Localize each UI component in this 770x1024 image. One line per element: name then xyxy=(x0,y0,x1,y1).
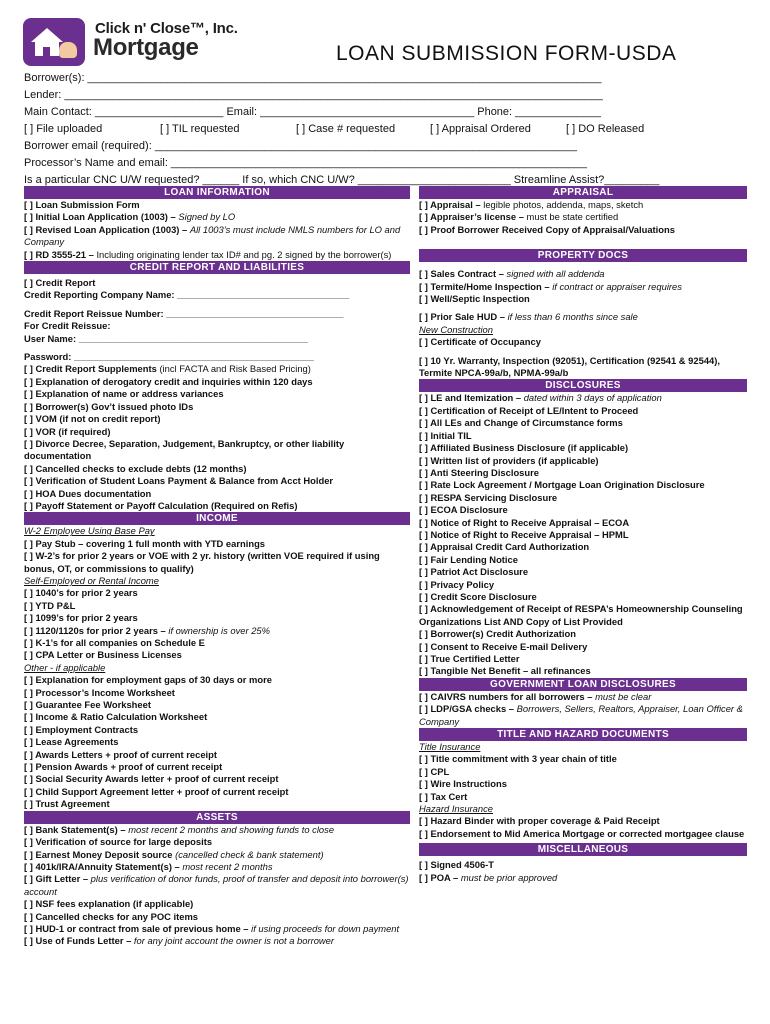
checklist-item[interactable]: [ ] 401k/IRA/Annuity Statement(s) – most recent 2 months xyxy=(24,860,273,872)
checklist-item[interactable]: [ ] Explanation of name or address variances xyxy=(24,388,224,400)
checklist-item[interactable]: [ ] Cancelled checks for any POC items xyxy=(24,910,199,922)
checklist-item[interactable]: [ ] Explanation of derogatory credit and inquiries within 120 days xyxy=(24,375,313,387)
checklist-item[interactable]: [ ] True Certified Letter xyxy=(419,653,520,664)
checklist-item[interactable]: [ ] Appraisal Credit Card Authorization xyxy=(419,541,590,553)
checklist-item[interactable]: [ ] Tax Cert xyxy=(419,790,468,802)
property-docs-heading: PROPERTY DOCS xyxy=(419,249,747,262)
pointing-hand-icon xyxy=(59,42,77,58)
checklist-item[interactable]: [ ] Cancelled checks to exclude debts (12 months) xyxy=(24,462,247,474)
checklist-item[interactable]: [ ] Consent to Receive E-mail Delivery xyxy=(419,640,588,652)
checklist-item[interactable]: [ ] Credit Report Supplements (incl FACTA and Risk Based Pricing) xyxy=(24,363,311,375)
checklist-item[interactable]: [ ] 1040’s for prior 2 years xyxy=(24,587,138,599)
checklist-item[interactable]: [ ] All LEs and Change of Circumstance forms xyxy=(419,417,623,429)
top-fields xyxy=(24,70,744,189)
checklist-item[interactable]: [ ] LE and Itemization – dated within 3 days of application xyxy=(419,392,662,404)
checklist-item[interactable]: [ ] Wire Instructions xyxy=(419,778,507,790)
checklist-item[interactable]: [ ] Prior Sale HUD – if less than 6 months since sale xyxy=(419,311,638,323)
checklist-item[interactable]: [ ] Employment Contracts xyxy=(24,723,139,735)
checklist-item[interactable]: [ ] Lease Agreements xyxy=(24,736,119,748)
checklist-item[interactable]: [ ] Child Support Agreement letter + proof of current receipt xyxy=(24,785,289,797)
checklist-item[interactable]: [ ] POA – must be prior approved xyxy=(419,871,558,883)
checklist-item[interactable]: [ ] VOM (if not on credit report) xyxy=(24,413,161,425)
checklist-item[interactable]: [ ] Verification of source for large deposits xyxy=(24,836,213,848)
checklist-item[interactable]: [ ] Fair Lending Notice xyxy=(419,553,518,565)
checklist-item[interactable]: [ ] ECOA Disclosure xyxy=(419,504,508,516)
user-name-field[interactable]: User Name: ____________________________________________ xyxy=(24,332,309,344)
subheading-w2: W-2 Employee Using Base Pay xyxy=(24,525,155,537)
checklist-item[interactable]: [ ] Pay Stub – covering 1 full month with YTD earnings xyxy=(24,537,266,549)
checklist-item[interactable]: [ ] CAIVRS numbers for all borrowers – must be clear xyxy=(419,690,652,702)
status-checkboxes xyxy=(24,121,744,138)
checklist-item[interactable]: [ ] NSF fees explanation (if applicable) xyxy=(24,898,194,910)
checklist-item[interactable]: [ ] Gift Letter – plus verification of donor funds, proof of transfer and deposit into borrower(s) account xyxy=(24,873,409,897)
password-field[interactable]: Password: ______________________________________________ xyxy=(24,351,314,363)
checklist-item[interactable]: [ ] Loan Submission Form xyxy=(24,199,140,210)
checklist-item[interactable]: [ ] K-1’s for all companies on Schedule E xyxy=(24,637,205,648)
checklist-item[interactable]: [ ] Sales Contract – signed with all addenda xyxy=(419,268,605,280)
til-requested-checkbox[interactable]: [ ] TIL requested xyxy=(160,123,240,135)
checklist-item[interactable]: [ ] Payoff Statement or Payoff Calculation (Required on Refis) xyxy=(24,499,298,511)
subheading-self-employed: Self-Employed or Rental Income xyxy=(24,574,159,586)
checklist-item[interactable]: [ ] Social Security Awards letter + proof of current receipt xyxy=(24,773,279,785)
checklist-item[interactable]: [ ] HOA Dues documentation xyxy=(24,487,152,499)
checklist-item[interactable]: [ ] Signed 4506-T xyxy=(419,859,495,871)
logo-mortgage-word: Mortgage xyxy=(93,34,199,61)
disclosures-heading: DISCLOSURES xyxy=(419,379,747,392)
credit-company-field[interactable]: Credit Reporting Company Name: _________________________________ xyxy=(24,289,350,301)
checklist-item[interactable]: [ ] Borrower(s) Credit Authorization xyxy=(419,628,576,640)
checklist-item[interactable]: [ ] Awards Letters + proof of current receipt xyxy=(24,748,218,760)
subheading-new-construction: New Construction xyxy=(419,323,493,335)
main-contact-field[interactable]: Main Contact: _____________________ Email: ___________________________________ Phone: ______________ xyxy=(24,106,601,118)
logo-company-name: Click n' Close™, Inc. xyxy=(95,20,238,37)
checklist-item[interactable]: [ ] Borrower(s) Gov’t issued photo IDs xyxy=(24,400,194,412)
checklist-item[interactable]: [ ] Hazard Binder with proper coverage & Paid Receipt xyxy=(419,815,660,827)
credit-report-heading: CREDIT REPORT AND LIABILITIES xyxy=(24,261,410,274)
checklist-item[interactable]: [ ] Guarantee Fee Worksheet xyxy=(24,699,151,711)
miscellaneous-heading: MISCELLANEOUS xyxy=(419,843,747,856)
checklist-item[interactable]: [ ] Credit Score Disclosure xyxy=(419,590,537,602)
case-number-requested-checkbox[interactable]: [ ] Case # requested xyxy=(296,123,396,135)
checklist-item[interactable]: [ ] Proof Borrower Received Copy of Appraisal/Valuations xyxy=(419,223,675,235)
checklist-item[interactable]: [ ] Tangible Net Benefit – all refinances xyxy=(419,665,591,677)
checklist-item[interactable]: [ ] Initial Loan Application (1003) – Signed by LO xyxy=(24,211,236,223)
checklist-item[interactable]: [ ] Written list of providers (if applicable) xyxy=(419,454,599,466)
checklist-item[interactable]: [ ] Explanation for employment gaps of 30 days or more xyxy=(24,674,272,686)
checklist-item[interactable]: [ ] Well/Septic Inspection xyxy=(419,293,530,305)
subheading-title-insurance: Title Insurance xyxy=(419,741,481,753)
checklist-item[interactable]: [ ] Appraisal – legible photos, addenda, maps, sketch xyxy=(419,199,644,210)
checklist-item[interactable]: [ ] Pension Awards + proof of current receipt xyxy=(24,761,223,773)
checklist-item[interactable]: [ ] Verification of Student Loans Payment & Balance from Acct Holder xyxy=(24,475,334,487)
checklist-item[interactable]: [ ] W-2’s for prior 2 years or VOE with 2 yr. history (written VOE required if using bonus, OT, or commissions to qualify) xyxy=(24,550,380,574)
checklist-item[interactable]: [ ] RD 3555-21 – Including originating lender tax ID# and pg. 2 signed by the borrower(s) xyxy=(24,248,392,260)
loan-information-heading: LOAN INFORMATION xyxy=(24,186,410,199)
checklist-item[interactable]: [ ] Termite/Home Inspection – if contract or appraiser requires xyxy=(419,280,682,292)
checklist-item[interactable]: [ ] Credit Report xyxy=(24,277,96,289)
checklist-item[interactable]: [ ] HUD-1 or contract from sale of previous home – if using proceeds for down payment xyxy=(24,922,400,934)
checklist-item[interactable]: [ ] Certificate of Occupancy xyxy=(419,336,541,348)
left-column xyxy=(24,186,410,948)
assets-heading: ASSETS xyxy=(24,811,410,824)
form-title: LOAN SUBMISSION FORM-USDA xyxy=(336,42,677,65)
right-column xyxy=(419,186,747,884)
checklist-item[interactable]: [ ] Title commitment with 3 year chain of title xyxy=(419,753,617,765)
do-released-checkbox[interactable]: [ ] DO Released xyxy=(566,123,645,135)
lender-field[interactable]: Lender: ________________________________________________________________________________________ xyxy=(24,89,603,101)
checklist-item[interactable]: [ ] Initial TIL xyxy=(419,429,472,441)
subheading-hazard-insurance: Hazard Insurance xyxy=(419,803,493,815)
house-door xyxy=(43,47,50,56)
checklist-item[interactable]: [ ] Endorsement to Mid America Mortgage or corrected mortgagee clause xyxy=(419,827,745,839)
checklist-item[interactable]: [ ] Bank Statement(s) – most recent 2 months and showing funds to close xyxy=(24,823,335,835)
house-icon xyxy=(31,28,63,42)
checklist-item[interactable]: [ ] YTD P&L xyxy=(24,599,76,611)
appraisal-heading: APPRAISAL xyxy=(419,186,747,199)
checklist-item[interactable]: [ ] Divorce Decree, Separation, Judgement, Bankruptcy, or other liability documentation xyxy=(24,437,345,462)
checklist-item[interactable]: [ ] Anti Steering Disclosure xyxy=(419,466,539,478)
checklist-item[interactable]: [ ] CPA Letter or Business Licenses xyxy=(24,649,182,661)
checklist-item[interactable]: [ ] Trust Agreement xyxy=(24,798,110,810)
checklist-item[interactable]: [ ] VOR (if required) xyxy=(24,425,111,437)
checklist-item[interactable]: [ ] Income & Ratio Calculation Worksheet xyxy=(24,711,208,723)
checklist-item[interactable]: [ ] 1120/1120s for prior 2 years – if ownership is over 25% xyxy=(24,624,270,636)
checklist-item[interactable]: [ ] Certification of Receipt of LE/Intent to Proceed xyxy=(419,404,639,416)
checklist-item[interactable]: [ ] Appraiser’s license – must be state certified xyxy=(419,211,619,223)
checklist-item[interactable]: [ ] Privacy Policy xyxy=(419,578,495,590)
checklist-item[interactable]: [ ] Acknowledgement of Receipt of RESPA’s Homeownership Counseling Organizations List AND Copy of List Provided xyxy=(419,603,743,627)
checklist-item[interactable]: [ ] Notice of Right to Receive Appraisal – ECOA xyxy=(419,516,630,528)
subheading-other: Other - if applicable xyxy=(24,661,106,673)
checklist-item[interactable]: [ ] Patriot Act Disclosure xyxy=(419,566,529,578)
checklist-item[interactable]: [ ] Use of Funds Letter – for any joint account the owner is not a borrower xyxy=(24,935,335,947)
income-heading: INCOME xyxy=(24,512,410,525)
borrower-email-field[interactable]: Borrower email (required): _____________________________________________________________________ xyxy=(24,140,577,152)
checklist-item[interactable]: [ ] Rate Lock Agreement / Mortgage Loan Origination Disclosure xyxy=(419,479,705,491)
file-uploaded-checkbox[interactable]: [ ] File uploaded xyxy=(24,123,103,135)
government-loan-disclosures-heading: GOVERNMENT LOAN DISCLOSURES xyxy=(419,678,747,691)
title-hazard-heading: TITLE AND HAZARD DOCUMENTS xyxy=(419,728,747,741)
borrowers-field[interactable]: Borrower(s): ____________________________________________________________________________________ xyxy=(24,72,602,84)
processor-field[interactable]: Processor’s Name and email: ____________________________________________________________________ xyxy=(24,157,587,169)
checklist-item[interactable]: [ ] Revised Loan Application (1003) – All 1003’s must include NMLS numbers for LO and Company xyxy=(24,223,401,248)
checklist-item[interactable]: [ ] Affiliated Business Disclosure (if applicable) xyxy=(419,442,629,454)
appraisal-ordered-checkbox[interactable]: [ ] Appraisal Ordered xyxy=(430,123,531,135)
credit-reissue-number-field[interactable]: Credit Report Reissue Number: __________________________________ xyxy=(24,307,344,319)
checklist-item[interactable]: [ ] CPL xyxy=(419,765,450,777)
checklist-item[interactable]: [ ] Processor’s Income Worksheet xyxy=(24,686,175,698)
checklist-item[interactable]: [ ] Earnest Money Deposit source (cancelled check & bank statement) xyxy=(24,848,324,860)
credit-reissue-label: For Credit Reissue: xyxy=(24,320,111,332)
checklist-item[interactable]: [ ] RESPA Servicing Disclosure xyxy=(419,491,558,503)
checklist-item[interactable]: [ ] Notice of Right to Receive Appraisal – HPML xyxy=(419,528,629,540)
cnc-uw-field[interactable]: Is a particular CNC U/W requested? ______ If so, which CNC U/W? _________________________ Streamline Assist?_________ xyxy=(24,174,660,186)
checklist-item[interactable]: [ ] 10 Yr. Warranty, Inspection (92051), Certification (92541 & 92544), Termite NPCA-99a/b, NPMA-99a/b xyxy=(419,354,720,379)
checklist-item[interactable]: [ ] LDP/GSA checks – Borrowers, Sellers, Realtors, Appraiser, Loan Officer & Company xyxy=(419,703,743,727)
checklist-item[interactable]: [ ] 1099’s for prior 2 years xyxy=(24,612,138,624)
company-logo-icon xyxy=(23,18,85,66)
